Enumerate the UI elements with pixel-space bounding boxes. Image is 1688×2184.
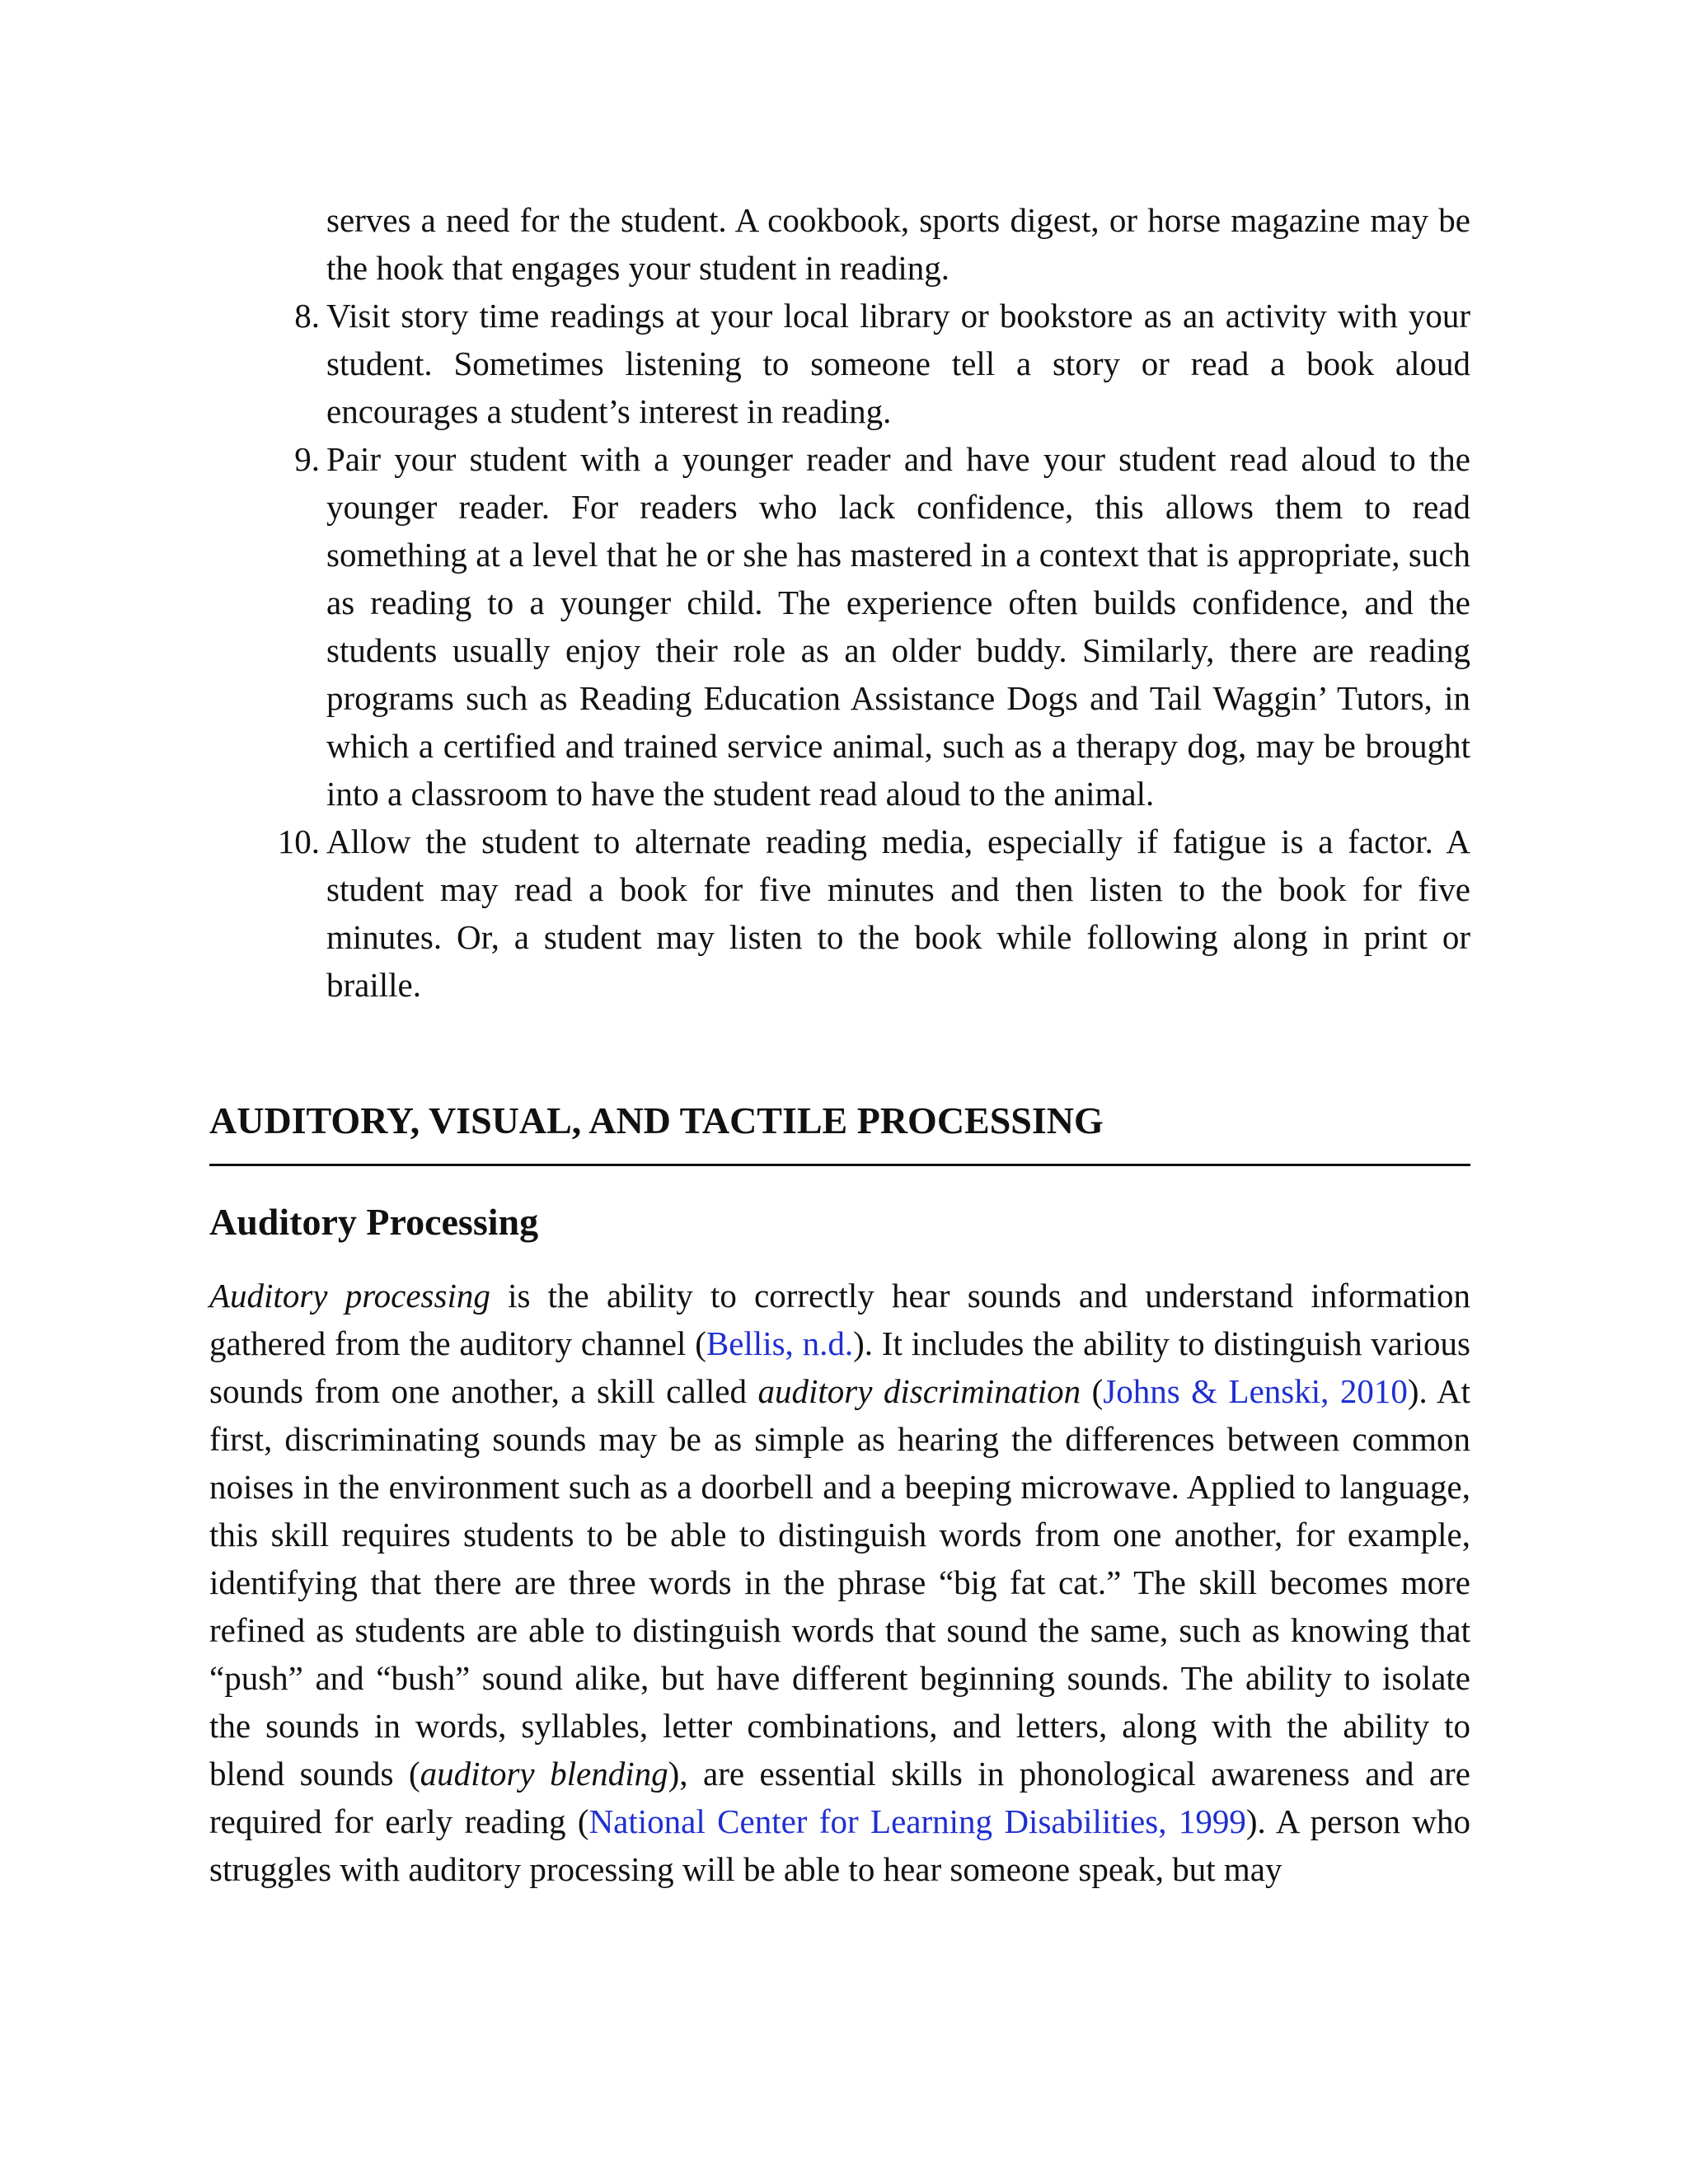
paragraph-text: ), are essential skills in phonological awareness and are required for early reading (	[209, 1755, 1471, 1840]
italic-term: auditory blending	[420, 1755, 668, 1793]
citation-link-bellis[interactable]: Bellis, n.d.	[706, 1324, 854, 1362]
list-item-9	[209, 435, 1470, 818]
paragraph-text: is the ability to correctly hear sounds and understand information gathered from the auditory channel (	[209, 1277, 1470, 1362]
body-paragraph	[209, 1272, 1470, 1893]
section-heading: AUDITORY, VISUAL, AND TACTILE PROCESSING	[209, 1096, 1470, 1166]
numbered-list	[209, 196, 1470, 1009]
subsection-heading: Auditory Processing	[209, 1201, 539, 1243]
page-content	[209, 196, 1470, 1893]
paragraph-text: (	[1081, 1372, 1104, 1410]
list-item-text: Visit story time readings at your local library or bookstore as an activity with your student. Sometimes listening to someone tell a story or read a book aloud encourages a student’s interest in reading.	[326, 297, 1470, 430]
list-item-text: Allow the student to alternate reading media, especially if fatigue is a factor. A student may read a book for five minutes and then listen to the book for five minutes. Or, a student may listen to the book while following along in print or braille.	[326, 823, 1470, 1004]
italic-term: Auditory processing	[209, 1277, 490, 1315]
list-item-number: 9.	[294, 440, 320, 478]
list-item-8	[209, 292, 1470, 435]
paragraph-text: ). It includes the ability to distinguish various sounds from one another, a skill called	[209, 1324, 1470, 1410]
list-item-number: 8.	[294, 297, 320, 335]
italic-term: auditory discrimination	[757, 1372, 1081, 1410]
citation-link-ncld[interactable]: National Center for Learning Disabilities, 1999	[588, 1802, 1246, 1840]
citation-link-johns-lenski[interactable]: Johns & Lenski, 2010	[1103, 1372, 1408, 1410]
list-item-number: 10.	[277, 823, 320, 860]
paragraph-text: ). A person who struggles with auditory processing will be able to hear someone speak, but may	[209, 1802, 1470, 1888]
list-item-text: Pair your student with a younger reader and have your student read aloud to the younger reader. For readers who lack confidence, this allows them to read something at a level that he or she has mastered in a context that is appropriate, such as reading to a younger child. The experience often builds confidence, and the students usually enjoy their role as an older buddy. Similarly, there are reading programs such as Reading Education Assistance Dogs and Tail Waggin’ Tutors, in which a certified and trained service animal, such as a therapy dog, may be brought into a classroom to have the student read aloud to the animal.	[326, 440, 1470, 813]
list-item-continuation	[209, 196, 1470, 292]
list-item-10	[209, 818, 1470, 1009]
list-item-text: serves a need for the student. A cookbook, sports digest, or horse magazine may be the hook that engages your student in reading.	[326, 201, 1470, 287]
paragraph-text: ). At first, discriminating sounds may be as simple as hearing the differences between common noises in the environment such as a doorbell and a beeping microwave. Applied to language, this skill requires students to be able to distinguish words from one another, for example, identifying that there are three words in the phrase “big fat cat.” The skill becomes more refined as students are able to distinguish words that sound the same, such as knowing that “push” and “bush” sound alike, but have different beginning sounds. The ability to isolate the sounds in words, syllables, letter combinations, and letters, along with the ability to blend sounds (	[209, 1372, 1470, 1793]
